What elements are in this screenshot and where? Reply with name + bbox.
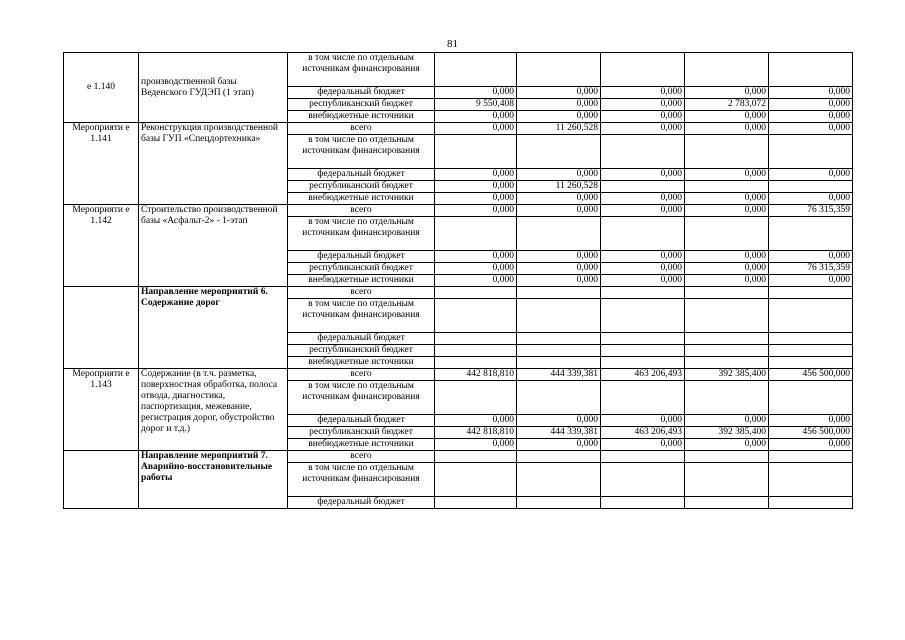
amount-cell: 0,000: [601, 263, 685, 275]
amount-cell: 0,000: [685, 275, 769, 287]
amount-cell: [435, 381, 517, 415]
amount-cell: [769, 333, 853, 345]
amount-cell: [517, 463, 601, 497]
amount-cell: 0,000: [601, 169, 685, 181]
amount-cell: 0,000: [601, 193, 685, 205]
funding-source: республиканский бюджет: [288, 427, 435, 439]
amount-cell: 0,000: [685, 439, 769, 451]
amount-cell: 0,000: [435, 123, 517, 135]
amount-cell: 444 339,381: [517, 427, 601, 439]
amount-cell: 0,000: [769, 251, 853, 263]
amount-cell: [685, 53, 769, 87]
funding-source: в том числе по отдельным источникам финансирования: [288, 463, 435, 497]
amount-cell: 0,000: [601, 99, 685, 111]
amount-cell: 0,000: [435, 87, 517, 99]
funding-source: в том числе по отдельным источникам финансирования: [288, 299, 435, 333]
amount-cell: 463 206,493: [601, 427, 685, 439]
amount-cell: [601, 381, 685, 415]
amount-cell: [685, 357, 769, 369]
amount-cell: [601, 181, 685, 193]
amount-cell: [769, 381, 853, 415]
amount-cell: 0,000: [769, 169, 853, 181]
amount-cell: 0,000: [601, 415, 685, 427]
amount-cell: [435, 299, 517, 333]
amount-cell: [435, 135, 517, 169]
amount-cell: 0,000: [517, 111, 601, 123]
amount-cell: 11 260,528: [517, 123, 601, 135]
measure-id: е 1.140: [64, 53, 139, 123]
amount-cell: [601, 299, 685, 333]
amount-cell: [685, 451, 769, 463]
amount-cell: 0,000: [517, 99, 601, 111]
amount-cell: 442 818,810: [435, 427, 517, 439]
funding-source: республиканский бюджет: [288, 263, 435, 275]
amount-cell: 0,000: [685, 193, 769, 205]
funding-source: всего: [288, 451, 435, 463]
amount-cell: [685, 299, 769, 333]
amount-cell: 0,000: [769, 87, 853, 99]
amount-cell: 0,000: [601, 275, 685, 287]
amount-cell: 0,000: [769, 123, 853, 135]
amount-cell: [769, 497, 853, 509]
amount-cell: [517, 381, 601, 415]
amount-cell: [435, 463, 517, 497]
measure-name: производственной базы Веденского ГУДЭП (1 этап): [139, 53, 288, 123]
funding-source: федеральный бюджет: [288, 87, 435, 99]
amount-cell: 463 206,493: [601, 369, 685, 381]
funding-source: федеральный бюджет: [288, 333, 435, 345]
amount-cell: [685, 463, 769, 497]
amount-cell: 0,000: [601, 111, 685, 123]
amount-cell: 0,000: [435, 205, 517, 217]
funding-source: федеральный бюджет: [288, 251, 435, 263]
amount-cell: 0,000: [601, 205, 685, 217]
amount-cell: 0,000: [517, 251, 601, 263]
amount-cell: [769, 463, 853, 497]
amount-cell: [685, 181, 769, 193]
amount-cell: 0,000: [435, 439, 517, 451]
amount-cell: [435, 497, 517, 509]
measure-name: Реконструкция производственной базы ГУП «Спецдортехника»: [139, 123, 288, 205]
amount-cell: 9 550,408: [435, 99, 517, 111]
funding-source: всего: [288, 287, 435, 299]
amount-cell: [517, 217, 601, 251]
amount-cell: [601, 135, 685, 169]
amount-cell: 0,000: [601, 251, 685, 263]
funding-source: всего: [288, 123, 435, 135]
amount-cell: [769, 299, 853, 333]
table-row: [64, 205, 853, 217]
amount-cell: [769, 181, 853, 193]
measure-name: Направление мероприятий 6. Содержание дорог: [139, 287, 288, 369]
measure-id: Мероприяти е 1.142: [64, 205, 139, 287]
amount-cell: 0,000: [601, 123, 685, 135]
funding-source: внебюджетные источники: [288, 439, 435, 451]
amount-cell: [517, 451, 601, 463]
amount-cell: [435, 357, 517, 369]
funding-source: в том числе по отдельным источникам финансирования: [288, 381, 435, 415]
amount-cell: 0,000: [517, 169, 601, 181]
amount-cell: 0,000: [517, 439, 601, 451]
amount-cell: 11 260,528: [517, 181, 601, 193]
amount-cell: 0,000: [517, 205, 601, 217]
measure-name: Содержание (в т.ч. разметка, поверхностная обработка, полоса отвода, диагностика, паспортизация, межевание, регистрация дорог, обустройство дорог и т.д.): [139, 369, 288, 451]
amount-cell: [435, 217, 517, 251]
amount-cell: 0,000: [769, 275, 853, 287]
amount-cell: [517, 333, 601, 345]
amount-cell: 0,000: [769, 439, 853, 451]
amount-cell: [685, 381, 769, 415]
amount-cell: 76 315,359: [769, 205, 853, 217]
amount-cell: 442 818,810: [435, 369, 517, 381]
funding-source: федеральный бюджет: [288, 497, 435, 509]
amount-cell: [601, 345, 685, 357]
funding-source: всего: [288, 369, 435, 381]
amount-cell: 0,000: [517, 275, 601, 287]
amount-cell: 0,000: [435, 251, 517, 263]
funding-source: федеральный бюджет: [288, 415, 435, 427]
amount-cell: 0,000: [769, 111, 853, 123]
amount-cell: 0,000: [517, 87, 601, 99]
table-row: [64, 369, 853, 381]
measure-name: Строительство производственной базы «Асфальт-2» - 1-этап: [139, 205, 288, 287]
amount-cell: 0,000: [435, 181, 517, 193]
amount-cell: [435, 287, 517, 299]
table-row: [64, 53, 853, 87]
amount-cell: [601, 217, 685, 251]
amount-cell: [517, 299, 601, 333]
amount-cell: 0,000: [435, 111, 517, 123]
amount-cell: 0,000: [435, 169, 517, 181]
budget-table: [63, 52, 853, 509]
amount-cell: [769, 53, 853, 87]
amount-cell: 444 339,381: [517, 369, 601, 381]
amount-cell: 0,000: [685, 169, 769, 181]
amount-cell: [769, 287, 853, 299]
funding-source: внебюджетные источники: [288, 193, 435, 205]
amount-cell: 76 315,359: [769, 263, 853, 275]
amount-cell: [601, 357, 685, 369]
amount-cell: [517, 497, 601, 509]
funding-source: республиканский бюджет: [288, 345, 435, 357]
amount-cell: 0,000: [435, 263, 517, 275]
funding-source: в том числе по отдельным источникам финансирования: [288, 53, 435, 87]
amount-cell: [435, 345, 517, 357]
amount-cell: [517, 345, 601, 357]
amount-cell: 456 500,000: [769, 369, 853, 381]
amount-cell: [769, 217, 853, 251]
amount-cell: 0,000: [769, 193, 853, 205]
amount-cell: 456 500,000: [769, 427, 853, 439]
amount-cell: 0,000: [517, 193, 601, 205]
measure-id: [64, 451, 139, 509]
amount-cell: [685, 497, 769, 509]
amount-cell: [601, 287, 685, 299]
amount-cell: [517, 287, 601, 299]
amount-cell: [435, 333, 517, 345]
amount-cell: [769, 135, 853, 169]
amount-cell: 0,000: [685, 205, 769, 217]
amount-cell: 0,000: [517, 263, 601, 275]
amount-cell: [685, 217, 769, 251]
measure-id: Мероприяти е 1.143: [64, 369, 139, 451]
funding-source: внебюджетные источники: [288, 111, 435, 123]
amount-cell: 0,000: [435, 193, 517, 205]
page-number: 81: [447, 38, 458, 50]
amount-cell: 0,000: [769, 415, 853, 427]
funding-source: республиканский бюджет: [288, 99, 435, 111]
amount-cell: [601, 451, 685, 463]
amount-cell: 0,000: [685, 111, 769, 123]
measure-id: [64, 287, 139, 369]
table-row: [64, 123, 853, 135]
amount-cell: 0,000: [601, 439, 685, 451]
measure-name: Направление мероприятий 7. Аварийно-восстановительные работы: [139, 451, 288, 509]
funding-source: внебюджетные источники: [288, 357, 435, 369]
amount-cell: 0,000: [685, 87, 769, 99]
amount-cell: [685, 345, 769, 357]
amount-cell: [685, 135, 769, 169]
amount-cell: 392 385,400: [685, 427, 769, 439]
amount-cell: [685, 333, 769, 345]
amount-cell: 0,000: [769, 99, 853, 111]
amount-cell: [601, 333, 685, 345]
funding-source: в том числе по отдельным источникам финансирования: [288, 217, 435, 251]
amount-cell: [769, 357, 853, 369]
amount-cell: [435, 451, 517, 463]
amount-cell: [517, 357, 601, 369]
measure-id: Мероприяти е 1.141: [64, 123, 139, 205]
amount-cell: [769, 451, 853, 463]
amount-cell: 0,000: [435, 415, 517, 427]
amount-cell: 392 385,400: [685, 369, 769, 381]
funding-source: всего: [288, 205, 435, 217]
amount-cell: [601, 463, 685, 497]
amount-cell: 0,000: [685, 123, 769, 135]
amount-cell: [517, 135, 601, 169]
funding-source: внебюджетные источники: [288, 275, 435, 287]
amount-cell: 0,000: [601, 87, 685, 99]
amount-cell: [435, 53, 517, 87]
amount-cell: 0,000: [685, 415, 769, 427]
funding-source: республиканский бюджет: [288, 181, 435, 193]
table-row: [64, 287, 853, 299]
amount-cell: [769, 345, 853, 357]
funding-source: в том числе по отдельным источникам финансирования: [288, 135, 435, 169]
funding-source: федеральный бюджет: [288, 169, 435, 181]
amount-cell: 0,000: [685, 251, 769, 263]
amount-cell: [601, 53, 685, 87]
amount-cell: 0,000: [517, 415, 601, 427]
amount-cell: 0,000: [435, 275, 517, 287]
table-row: [64, 451, 853, 463]
amount-cell: [517, 53, 601, 87]
amount-cell: [601, 497, 685, 509]
amount-cell: 0,000: [685, 263, 769, 275]
amount-cell: [685, 287, 769, 299]
amount-cell: 2 783,072: [685, 99, 769, 111]
